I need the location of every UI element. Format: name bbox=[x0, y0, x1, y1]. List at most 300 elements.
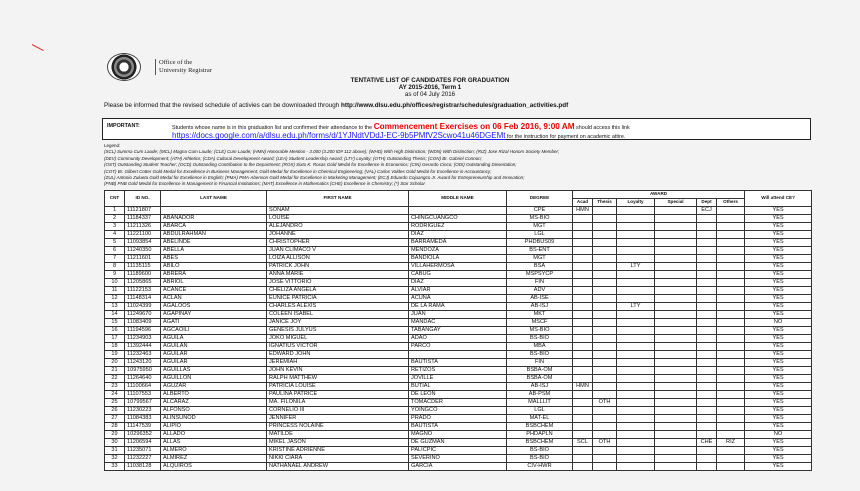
cell-acad bbox=[573, 271, 593, 279]
cell-thesis bbox=[593, 231, 617, 239]
cell-thesis bbox=[593, 343, 617, 351]
cell-attend: YES bbox=[745, 359, 812, 367]
cell-loyalty bbox=[617, 439, 655, 447]
cell-last-name: ALLADO bbox=[161, 431, 267, 439]
cell-thesis bbox=[593, 391, 617, 399]
cell-special bbox=[655, 303, 697, 311]
cell-first-name: MA. FILONILA bbox=[267, 399, 409, 407]
cell-dept bbox=[697, 223, 717, 231]
cell-degree: MSPSYCP bbox=[507, 271, 573, 279]
cell-last-name bbox=[161, 207, 267, 215]
schedule-notice bbox=[104, 102, 568, 109]
cell-middle-name: DE LA RAMA bbox=[409, 303, 507, 311]
cell-acad bbox=[573, 239, 593, 247]
cell-id: 11135115 bbox=[125, 263, 161, 271]
cell-acad bbox=[573, 455, 593, 463]
cell-others bbox=[717, 399, 745, 407]
cell-thesis bbox=[593, 263, 617, 271]
cell-dept bbox=[697, 383, 717, 391]
cell-dept bbox=[697, 335, 717, 343]
cell-last-name: ALMIREZ bbox=[161, 455, 267, 463]
cell-last-name: ALCARAZ bbox=[161, 399, 267, 407]
cell-attend: YES bbox=[745, 207, 812, 215]
table-row bbox=[105, 223, 812, 231]
important-line-2 bbox=[172, 131, 625, 140]
cell-id: 10296352 bbox=[125, 431, 161, 439]
cell-attend: YES bbox=[745, 407, 812, 415]
cell-others bbox=[717, 423, 745, 431]
cell-dept bbox=[697, 215, 717, 223]
cell-degree: PHDAPLN bbox=[507, 431, 573, 439]
important-text-post: should access this link bbox=[576, 125, 630, 131]
cell-others bbox=[717, 231, 745, 239]
col-acad: Acad bbox=[573, 199, 593, 207]
cell-dept bbox=[697, 327, 717, 335]
cell-acad bbox=[573, 343, 593, 351]
cell-loyalty bbox=[617, 327, 655, 335]
legend-line: (SCL) Summa Cum Laude; (MCL) Magna Cum Laude; (CLE) Cum Laude; (HMN) Honorable Mention - 3.000 (3.200 ID# 112 above); (WHD) With High Distinction; (WDN) With Distinction; (RIZ) Jose Rizal Honors Society Member; bbox=[104, 149, 560, 155]
cell-degree: BS-BIO bbox=[507, 447, 573, 455]
table-row bbox=[105, 263, 812, 271]
cell-special bbox=[655, 431, 697, 439]
cell-others bbox=[717, 367, 745, 375]
cell-acad bbox=[573, 287, 593, 295]
cell-middle-name: DIAZ bbox=[409, 279, 507, 287]
cell-acad bbox=[573, 223, 593, 231]
cell-others bbox=[717, 279, 745, 287]
cell-cnt: 31 bbox=[105, 447, 125, 455]
cell-loyalty bbox=[617, 207, 655, 215]
cell-cnt: 32 bbox=[105, 455, 125, 463]
cell-id: 11083409 bbox=[125, 319, 161, 327]
cell-thesis bbox=[593, 415, 617, 423]
cell-first-name: MATILDE bbox=[267, 431, 409, 439]
cell-acad bbox=[573, 415, 593, 423]
cell-cnt: 19 bbox=[105, 351, 125, 359]
legend-line: (DEV) Community Development; (ATH) Athletics; (CDA) Cultural Development Award; (LEA) Student Leadership Award; (LTY) Loyalty; (OTH) Outstanding Thesis; (CON) Br. Gabriel Connon; bbox=[104, 155, 482, 161]
cell-special bbox=[655, 223, 697, 231]
cell-last-name: AGUILAN bbox=[161, 343, 267, 351]
cell-special bbox=[655, 423, 697, 431]
cell-others bbox=[717, 215, 745, 223]
cell-id: 11221100 bbox=[125, 231, 161, 239]
cell-id: 11211326 bbox=[125, 223, 161, 231]
cell-first-name: JENNIFER bbox=[267, 415, 409, 423]
cell-id: 11205865 bbox=[125, 279, 161, 287]
cell-thesis bbox=[593, 359, 617, 367]
table-row bbox=[105, 431, 812, 439]
cell-attend: YES bbox=[745, 447, 812, 455]
cell-id: 11100664 bbox=[125, 383, 161, 391]
cell-cnt: 1 bbox=[105, 207, 125, 215]
cell-cnt: 13 bbox=[105, 303, 125, 311]
important-text-pre: Students whose name is in this graduation list and confirmed their attendance to the bbox=[172, 125, 373, 131]
table-row bbox=[105, 351, 812, 359]
cell-others bbox=[717, 351, 745, 359]
cell-special bbox=[655, 295, 697, 303]
cell-dept bbox=[697, 343, 717, 351]
cell-degree: BS-BIO bbox=[507, 351, 573, 359]
cell-loyalty: LTY bbox=[617, 263, 655, 271]
important-box bbox=[102, 118, 811, 140]
cell-middle-name: BAUTISTA bbox=[409, 423, 507, 431]
table-row bbox=[105, 255, 812, 263]
cell-special bbox=[655, 239, 697, 247]
cell-others bbox=[717, 247, 745, 255]
cell-loyalty bbox=[617, 231, 655, 239]
cell-attend: YES bbox=[745, 271, 812, 279]
cell-last-name: AGUILA bbox=[161, 335, 267, 343]
table-row bbox=[105, 319, 812, 327]
cell-acad bbox=[573, 391, 593, 399]
cell-id: 11189600 bbox=[125, 271, 161, 279]
cell-middle-name: BAUTISTA bbox=[409, 359, 507, 367]
cell-loyalty bbox=[617, 423, 655, 431]
cell-cnt: 5 bbox=[105, 239, 125, 247]
cell-special bbox=[655, 255, 697, 263]
cell-dept bbox=[697, 319, 717, 327]
cell-others bbox=[717, 327, 745, 335]
table-row bbox=[105, 399, 812, 407]
cell-others bbox=[717, 311, 745, 319]
schedule-url[interactable]: http://www.dlsu.edu.ph/offices/registrar/schedules/graduation_activities.pdf bbox=[341, 102, 569, 109]
cell-cnt: 33 bbox=[105, 463, 125, 471]
cell-last-name: ABELLA bbox=[161, 247, 267, 255]
cell-special bbox=[655, 263, 697, 271]
cell-last-name: AGCAOILI bbox=[161, 327, 267, 335]
cell-loyalty bbox=[617, 391, 655, 399]
cell-attend: YES bbox=[745, 231, 812, 239]
cell-middle-name bbox=[409, 207, 507, 215]
cell-thesis bbox=[593, 303, 617, 311]
cell-first-name: CHARLES ALEXIS bbox=[267, 303, 409, 311]
cell-degree: BS-BIO bbox=[507, 335, 573, 343]
cell-degree: BSBCHEM bbox=[507, 439, 573, 447]
cell-middle-name: RODRIGUEZ bbox=[409, 223, 507, 231]
cell-middle-name: CHINGCUANGCO bbox=[409, 215, 507, 223]
cell-dept bbox=[697, 431, 717, 439]
cell-last-name: ABARCA bbox=[161, 223, 267, 231]
cell-loyalty bbox=[617, 399, 655, 407]
red-pen-mark bbox=[32, 44, 44, 51]
table-row bbox=[105, 327, 812, 335]
cell-id: 11232227 bbox=[125, 455, 161, 463]
cell-others bbox=[717, 415, 745, 423]
cell-attend: YES bbox=[745, 335, 812, 343]
cell-acad: HMN bbox=[573, 383, 593, 391]
cell-last-name: ABRIOL bbox=[161, 279, 267, 287]
cell-first-name: NIKKI CIARA bbox=[267, 455, 409, 463]
cell-loyalty bbox=[617, 447, 655, 455]
cell-loyalty bbox=[617, 375, 655, 383]
cell-middle-name: DE LEON bbox=[409, 391, 507, 399]
cell-loyalty bbox=[617, 343, 655, 351]
table-row bbox=[105, 247, 812, 255]
cell-middle-name: DIAZ bbox=[409, 231, 507, 239]
cell-others bbox=[717, 295, 745, 303]
col-cnt: CNT bbox=[105, 191, 125, 207]
cell-others bbox=[717, 223, 745, 231]
as-of-date: as of 04 July 2016 bbox=[404, 91, 456, 98]
important-label: IMPORTANT: bbox=[107, 123, 140, 129]
cell-cnt: 18 bbox=[105, 343, 125, 351]
cell-middle-name bbox=[409, 351, 507, 359]
cell-first-name: JOSE VITTORIO bbox=[267, 279, 409, 287]
cell-first-name: CHELIZA ANGELA bbox=[267, 287, 409, 295]
cell-dept bbox=[697, 463, 717, 471]
cell-first-name: JEREMIAH bbox=[267, 359, 409, 367]
cell-thesis bbox=[593, 215, 617, 223]
cell-cnt: 15 bbox=[105, 319, 125, 327]
cell-dept bbox=[697, 375, 717, 383]
cell-thesis bbox=[593, 447, 617, 455]
cell-first-name: JANICE JOY bbox=[267, 319, 409, 327]
cell-attend: NO bbox=[745, 431, 812, 439]
cell-dept bbox=[697, 303, 717, 311]
cell-first-name: IGNATIUS VICTOR bbox=[267, 343, 409, 351]
cell-attend: YES bbox=[745, 423, 812, 431]
cell-last-name: ABDULRAHMAN bbox=[161, 231, 267, 239]
cell-last-name: ALMERO bbox=[161, 447, 267, 455]
cell-special bbox=[655, 287, 697, 295]
cell-cnt: 22 bbox=[105, 375, 125, 383]
table-row bbox=[105, 391, 812, 399]
cell-middle-name: YOINGCO bbox=[409, 407, 507, 415]
cell-special bbox=[655, 279, 697, 287]
cell-first-name: JOHANNE bbox=[267, 231, 409, 239]
cell-attend: YES bbox=[745, 375, 812, 383]
cell-acad bbox=[573, 423, 593, 431]
cell-others bbox=[717, 343, 745, 351]
cell-loyalty bbox=[617, 287, 655, 295]
cell-middle-name: GARCIA bbox=[409, 463, 507, 471]
table-row bbox=[105, 423, 812, 431]
cell-thesis: OTH bbox=[593, 399, 617, 407]
cell-cnt: 2 bbox=[105, 215, 125, 223]
cell-acad bbox=[573, 359, 593, 367]
cell-special bbox=[655, 335, 697, 343]
cell-first-name: LOUISE bbox=[267, 215, 409, 223]
cell-loyalty bbox=[617, 383, 655, 391]
cell-middle-name: MENDOZA bbox=[409, 247, 507, 255]
cell-last-name: ABES bbox=[161, 255, 267, 263]
cell-special bbox=[655, 351, 697, 359]
cell-special bbox=[655, 375, 697, 383]
cell-first-name: RALPH MATTHEW bbox=[267, 375, 409, 383]
cell-cnt: 9 bbox=[105, 271, 125, 279]
cell-id: 11148314 bbox=[125, 295, 161, 303]
cell-id: 10975950 bbox=[125, 367, 161, 375]
legend-title: Legend: bbox=[104, 143, 121, 148]
cell-others bbox=[717, 263, 745, 271]
commencement-date: Commencement Exercises on 06 Feb 2016, 9:00 AM bbox=[373, 122, 575, 131]
cell-acad bbox=[573, 399, 593, 407]
cell-attend: YES bbox=[745, 327, 812, 335]
cell-others bbox=[717, 391, 745, 399]
cell-degree: BSBA-OM bbox=[507, 375, 573, 383]
cell-others bbox=[717, 383, 745, 391]
cell-first-name: PATRICIA LOUISE bbox=[267, 383, 409, 391]
cell-attend: YES bbox=[745, 367, 812, 375]
cell-last-name: ALBERTO bbox=[161, 391, 267, 399]
cell-acad bbox=[573, 335, 593, 343]
document-title: TENTATIVE LIST OF CANDIDATES FOR GRADUATION bbox=[350, 77, 510, 84]
cell-middle-name: TABANGAY bbox=[409, 327, 507, 335]
cell-loyalty bbox=[617, 247, 655, 255]
legend-line: (OST) Outstanding Student Teacher; (OCD) Outstanding Contribution to the Department; (ROX) Sixto K. Roxas Gold Medal for Excellence in Economics; (CIN) Gerardo Cinco; (ODI) Outstanding Dissertation; bbox=[104, 162, 517, 168]
cell-dept bbox=[697, 271, 717, 279]
cell-dept bbox=[697, 231, 717, 239]
cell-others bbox=[717, 447, 745, 455]
cell-id: 11232463 bbox=[125, 351, 161, 359]
cell-first-name: JOKO MIGUEL bbox=[267, 335, 409, 343]
cell-degree: MKT bbox=[507, 311, 573, 319]
cell-id: 11249670 bbox=[125, 311, 161, 319]
cell-dept bbox=[697, 311, 717, 319]
cell-special bbox=[655, 327, 697, 335]
cell-degree: MAT-EL bbox=[507, 415, 573, 423]
cell-last-name: AGAPINAY bbox=[161, 311, 267, 319]
cell-cnt: 26 bbox=[105, 407, 125, 415]
cell-first-name: PAULINA PATRICE bbox=[267, 391, 409, 399]
cell-others bbox=[717, 207, 745, 215]
cell-loyalty bbox=[617, 431, 655, 439]
cell-id: 11147539 bbox=[125, 423, 161, 431]
cell-degree: CIV-HWR bbox=[507, 463, 573, 471]
cell-dept bbox=[697, 359, 717, 367]
cell-id: 11024399 bbox=[125, 303, 161, 311]
cell-acad bbox=[573, 279, 593, 287]
cell-others bbox=[717, 455, 745, 463]
cell-cnt: 7 bbox=[105, 255, 125, 263]
cell-loyalty bbox=[617, 351, 655, 359]
cell-last-name: ALIPIO bbox=[161, 423, 267, 431]
cell-others bbox=[717, 375, 745, 383]
cell-id: 11264640 bbox=[125, 375, 161, 383]
cell-cnt: 6 bbox=[105, 247, 125, 255]
table-row bbox=[105, 463, 812, 471]
cell-attend: YES bbox=[745, 463, 812, 471]
cell-id: 11206594 bbox=[125, 439, 161, 447]
table-row bbox=[105, 303, 812, 311]
cell-special bbox=[655, 383, 697, 391]
cell-attend: YES bbox=[745, 295, 812, 303]
cell-last-name: AGUILLAS bbox=[161, 367, 267, 375]
cell-others bbox=[717, 287, 745, 295]
cell-first-name: KRISTINE ADRIENNE bbox=[267, 447, 409, 455]
cell-first-name: ALEJANDRO bbox=[267, 223, 409, 231]
cell-degree: MS-BIO bbox=[507, 215, 573, 223]
important-text-attire: for the instruction for payment on academic attire. bbox=[507, 134, 626, 140]
cell-others: RIZ bbox=[717, 439, 745, 447]
cell-middle-name: MAGNO bbox=[409, 431, 507, 439]
cell-acad bbox=[573, 319, 593, 327]
cell-dept bbox=[697, 455, 717, 463]
cell-cnt: 11 bbox=[105, 287, 125, 295]
cell-attend: YES bbox=[745, 215, 812, 223]
cell-last-name: AGALOOS bbox=[161, 303, 267, 311]
table-row bbox=[105, 215, 812, 223]
cell-id: 11121807 bbox=[125, 207, 161, 215]
cell-first-name: MIKEL JASON bbox=[267, 439, 409, 447]
cell-acad bbox=[573, 247, 593, 255]
cell-id: 11234903 bbox=[125, 335, 161, 343]
cell-acad bbox=[573, 327, 593, 335]
cell-last-name: ABRERA bbox=[161, 271, 267, 279]
cell-first-name: EDWARD JOHN bbox=[267, 351, 409, 359]
cell-dept bbox=[697, 255, 717, 263]
cell-cnt: 23 bbox=[105, 383, 125, 391]
cell-cnt: 14 bbox=[105, 311, 125, 319]
cell-first-name: NATHANAEL ANDREW bbox=[267, 463, 409, 471]
cell-dept bbox=[697, 391, 717, 399]
table-row bbox=[105, 279, 812, 287]
cell-first-name: EUNICE PATRICIA bbox=[267, 295, 409, 303]
cell-attend: YES bbox=[745, 279, 812, 287]
cell-middle-name: JOVILLE bbox=[409, 375, 507, 383]
cell-attend: YES bbox=[745, 343, 812, 351]
notice-text: Please be informed that the revised schedule of activies can be downloaded through bbox=[104, 102, 340, 109]
cell-first-name: PATRICK JOHN bbox=[267, 263, 409, 271]
legend-line: (COT) Br. Gilbert Cotter Gold Medal for Excellence in Business Management; Gold Medal for Excellence in Chemical Engineering; (VAL) Carlos Valdes Gold Medal for Excellence in Accountancy; bbox=[104, 168, 492, 174]
table-row bbox=[105, 407, 812, 415]
cell-dept bbox=[697, 367, 717, 375]
cell-attend: YES bbox=[745, 399, 812, 407]
cell-middle-name: MANDAC bbox=[409, 319, 507, 327]
cell-attend: NO bbox=[745, 319, 812, 327]
cell-degree: LGL bbox=[507, 231, 573, 239]
legend-line: (ZUL) Antonio Zulueta Gold Medal for Excellence in English; (PMA) PMA-Abenson Gold Medal for Excellence in Marketing Management; (ECJ) Eduardo Cojuangco Jr. Award for Entrepreneurship and Innovation; bbox=[104, 175, 525, 181]
cell-last-name: AGATI bbox=[161, 319, 267, 327]
cell-loyalty bbox=[617, 215, 655, 223]
cell-attend: YES bbox=[745, 383, 812, 391]
cell-dept bbox=[697, 279, 717, 287]
col-award: AWARD bbox=[573, 191, 745, 199]
cell-last-name: AGUZAR bbox=[161, 383, 267, 391]
col-first-name: FIRST NAME bbox=[267, 191, 409, 207]
cell-attend: YES bbox=[745, 415, 812, 423]
cell-acad bbox=[573, 431, 593, 439]
table-row bbox=[105, 447, 812, 455]
cell-id: 11122153 bbox=[125, 287, 161, 295]
table-row bbox=[105, 207, 812, 215]
cell-cnt: 30 bbox=[105, 439, 125, 447]
table-row bbox=[105, 239, 812, 247]
cell-dept bbox=[697, 295, 717, 303]
cell-loyalty: LTY bbox=[617, 303, 655, 311]
cell-special bbox=[655, 271, 697, 279]
cell-others bbox=[717, 407, 745, 415]
cell-middle-name: CABUG bbox=[409, 271, 507, 279]
cell-loyalty bbox=[617, 311, 655, 319]
cell-cnt: 28 bbox=[105, 423, 125, 431]
cell-attend: YES bbox=[745, 255, 812, 263]
cell-loyalty bbox=[617, 319, 655, 327]
col-dept: Dept bbox=[697, 199, 717, 207]
cell-first-name: CHRISTOPHER bbox=[267, 239, 409, 247]
payment-form-link[interactable]: https://docs.google.com/a/dlsu.edu.ph/forms/d/1YJNdtVDdJ-EC-9b5PMfV2Scwo41u46DGEMt bbox=[172, 131, 506, 140]
table-row bbox=[105, 359, 812, 367]
col-attend: Will attend CE? bbox=[745, 191, 812, 207]
cell-id: 11392444 bbox=[125, 343, 161, 351]
cell-acad bbox=[573, 311, 593, 319]
cell-degree: MSCF bbox=[507, 319, 573, 327]
cell-dept: ECJ bbox=[697, 207, 717, 215]
cell-id: 11194596 bbox=[125, 327, 161, 335]
cell-middle-name: VILLAHERMOSA bbox=[409, 263, 507, 271]
table-row bbox=[105, 375, 812, 383]
cell-thesis bbox=[593, 295, 617, 303]
